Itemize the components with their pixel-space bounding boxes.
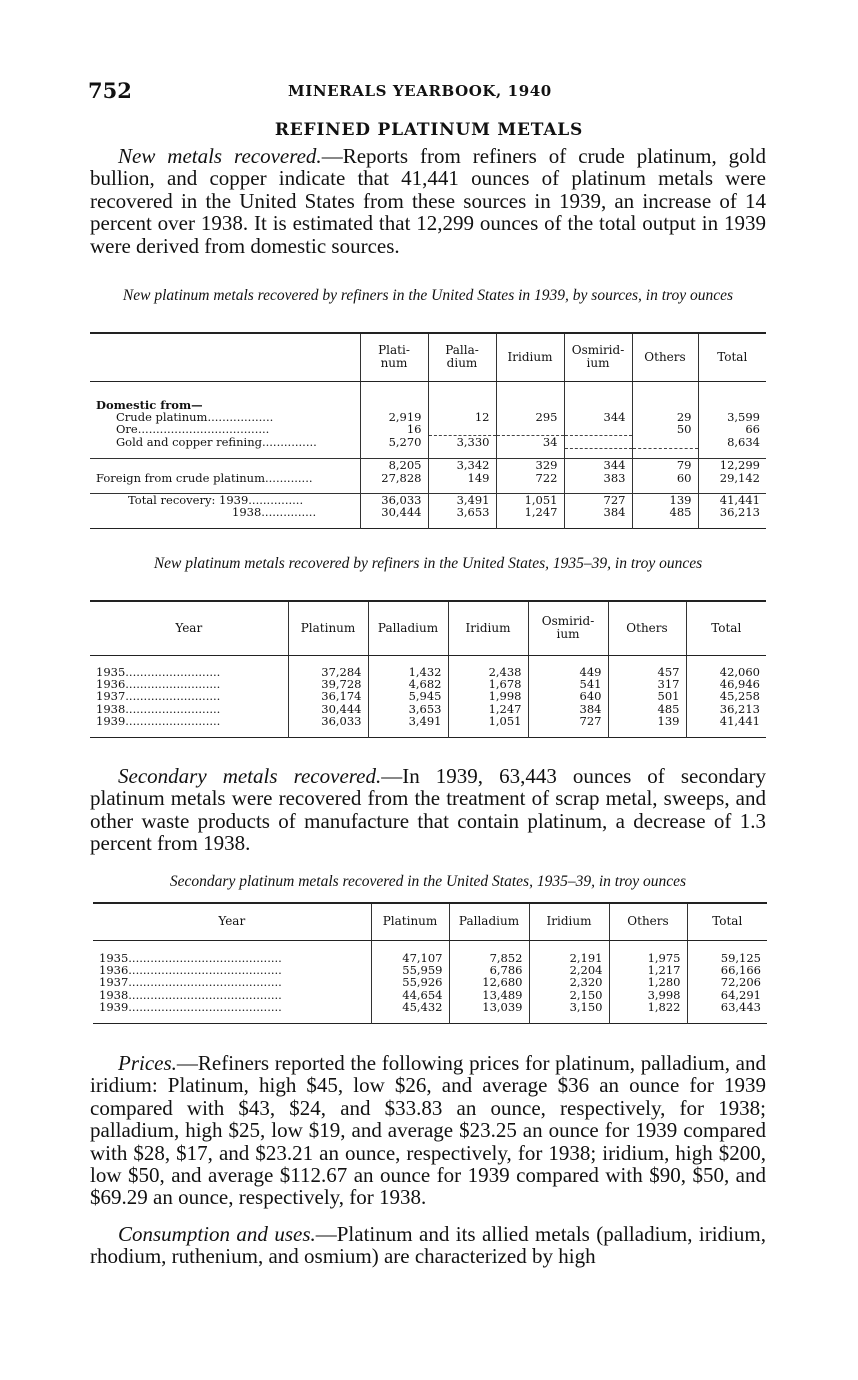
column-header: Platinum [288,601,368,655]
spacer-row [90,728,766,738]
paragraph-lead: Secondary metals recovered. [118,764,382,788]
page-header [88,78,768,106]
cell: 4,682 [368,678,448,690]
cell: 29,142 [698,472,766,484]
cell: 12,299 [698,459,766,472]
column-header: Palladium [449,903,529,940]
cell: 36,033 [360,493,428,506]
cell: 42,060 [686,666,766,678]
table-new-1935-39 [90,600,766,738]
row-label: Ore.................................... [116,422,270,437]
cell: 139 [632,493,698,506]
column-header: Others [632,333,698,381]
cell: 63,443 [687,1001,767,1013]
cell: 66,166 [687,964,767,976]
column-header: Year [90,601,288,655]
paragraph-lead: Prices. [118,1051,177,1075]
column-header: Iridium [448,601,528,655]
cell: 1,998 [448,690,528,702]
paragraph-lead: New metals recovered. [118,144,322,168]
row-label: Crude platinum.................. [116,409,274,424]
cell: 5,270 [360,436,428,449]
cell: 5,945 [368,690,448,702]
year-label: 1936.......................................... [99,962,282,977]
cell: 3,342 [428,459,496,472]
cell: 3,491 [368,715,448,727]
column-header: Osmirid- ium [564,333,632,381]
cell: 2,438 [448,666,528,678]
cell: 344 [564,459,632,472]
cell: 317 [608,678,686,690]
cell: 27,828 [360,472,428,484]
cell [632,436,698,449]
column-header: Palladium [368,601,448,655]
cell: 50 [632,423,698,435]
cell: 6,786 [449,964,529,976]
cell: 501 [608,690,686,702]
cell: 383 [564,472,632,484]
cell: 2,191 [529,952,609,964]
cell: 1,432 [368,666,448,678]
cell: 60 [632,472,698,484]
cell: 384 [564,506,632,518]
table-row [90,472,766,484]
cell: 1,822 [609,1001,687,1013]
cell: 722 [496,472,564,484]
cell: 384 [528,703,608,715]
cell: 3,653 [428,506,496,518]
cell: 47,107 [371,952,449,964]
column-header: Osmirid- ium [528,601,608,655]
cell: 1,051 [496,493,564,506]
cell: 46,946 [686,678,766,690]
cell: 149 [428,472,496,484]
cell: 29 [632,411,698,423]
cell: 2,150 [529,989,609,1001]
cell: 16 [360,423,428,435]
spacer-row [90,519,766,529]
cell: 3,330 [428,436,496,449]
column-header: Total [687,903,767,940]
cell: 329 [496,459,564,472]
spacer-row [90,449,766,459]
row-label: Foreign from crude platinum............. [96,470,313,485]
column-header: Palla- dium [428,333,496,381]
year-label: 1938.......................... [96,701,221,716]
cell: 64,291 [687,989,767,1001]
table-row [90,436,766,449]
cell: 1,678 [448,678,528,690]
year-label: 1936.......................... [96,676,221,691]
cell: 2,919 [360,411,428,423]
cell: 3,998 [609,989,687,1001]
cell: 457 [608,666,686,678]
year-label: 1937.......................... [96,689,221,704]
cell: 541 [528,678,608,690]
cell: 485 [632,506,698,518]
cell: 59,125 [687,952,767,964]
cell: 2,204 [529,964,609,976]
cell: 37,284 [288,666,368,678]
cell: 295 [496,411,564,423]
table-header-row [90,601,766,655]
cell: 36,213 [686,703,766,715]
table-row [93,1001,767,1013]
column-header [90,333,360,381]
cell: 3,599 [698,411,766,423]
cell: 3,653 [368,703,448,715]
paragraph-consumption [90,1223,766,1268]
cell: 39,728 [288,678,368,690]
cell: 449 [528,666,608,678]
table-secondary-1935-39 [93,902,767,1024]
cell: 12,680 [449,976,529,988]
column-header: Total [698,333,766,381]
group-label: Domestic from— [96,397,203,412]
cell: 44,654 [371,989,449,1001]
cell: 13,489 [449,989,529,1001]
cell: 72,206 [687,976,767,988]
year-label: 1939.......................... [96,714,221,729]
cell: 79 [632,459,698,472]
cell [496,423,564,435]
cell: 3,150 [529,1001,609,1013]
cell: 344 [564,411,632,423]
year-label: 1939.......................................... [99,1000,282,1015]
cell: 640 [528,690,608,702]
cell: 139 [608,715,686,727]
cell: 2,320 [529,976,609,988]
cell: 45,432 [371,1001,449,1013]
table-header-row [90,333,766,381]
row-label: Total recovery: 1939............... [128,492,304,507]
table2-caption: New platinum metals recovered by refiners in the United States, 1935–39, in troy ounces [153,555,703,572]
running-title: MINERALS YEARBOOK, 1940 [288,82,552,100]
table-row-total [90,493,766,506]
cell: 66 [698,423,766,435]
spacer-row [90,381,766,399]
cell: 727 [564,493,632,506]
column-header: Others [609,903,687,940]
column-header: Plati- num [360,333,428,381]
year-label: 1935.......................... [96,664,221,679]
table-row-total [90,506,766,518]
paragraph-text: —Platinum and its allied metals (palladium, iridium, rhodium, ruthenium, and osmium) are characterized by high [90,1222,766,1269]
column-header: Platinum [371,903,449,940]
cell [428,423,496,435]
table-sources-1939 [90,332,766,529]
cell: 727 [528,715,608,727]
spacer-row [93,1014,767,1024]
paragraph-lead: Consumption and uses. [118,1222,316,1246]
column-header: Iridium [529,903,609,940]
cell: 12 [428,411,496,423]
column-header: Others [608,601,686,655]
cell: 55,959 [371,964,449,976]
year-label: 1935.......................................... [99,950,282,965]
cell [564,436,632,449]
column-header: Iridium [496,333,564,381]
row-label: 1938............... [232,505,317,520]
table3-caption: Secondary platinum metals recovered in the United States, 1935–39, in troy ounces [169,873,687,890]
cell: 41,441 [686,715,766,727]
paragraph-text: —Reports from refiners of crude platinum, gold bullion, and copper indicate that 41,441 ounces of platinum metals were recovered in the United States from these sources in 1939, an increase of 14 percent over 1938. It is estimated that 12,299 ounces of the total output in 1939 were derived from domestic sources. [90,144,766,258]
cell: 13,039 [449,1001,529,1013]
cell: 8,634 [698,436,766,449]
cell: 485 [608,703,686,715]
cell: 30,444 [360,506,428,518]
cell: 36,174 [288,690,368,702]
cell: 55,926 [371,976,449,988]
cell: 7,852 [449,952,529,964]
paragraph-secondary-metals [90,765,766,855]
cell: 36,213 [698,506,766,518]
cell: 1,051 [448,715,528,727]
table-row [90,715,766,727]
table-header-row [93,903,767,940]
row-label: Gold and copper refining............... [116,434,317,449]
section-title: REFINED PLATINUM METALS [274,120,584,140]
paragraph-text: —In 1939, 63,443 ounces of secondary platinum metals were recovered from the treatment of scrap metal, sweeps, and other waste products of manufacture that contain platinum, a decrease of 1.3 percent from 1938. [90,764,766,856]
cell: 1,247 [448,703,528,715]
cell: 1,280 [609,976,687,988]
paragraph-text: —Refiners reported the following prices for platinum, palladium, and iridium: Platinum, high $45, low $26, and average $36 an ounce for 1939 compared with $43, $24, and $33.83 an ounce, respectively, for 1938; palladium, high $25, low $19, and average $23.25 an ounce for 1939 compared with $28, $17, and $23.21 an ounce, respectively, for 1938; iridium, high $200, low $50, and average $112.67 an ounce for 1939 compared with $90, $50, and $69.29 an ounce, respectively, for 1938. [90,1051,766,1210]
year-label: 1937.......................................... [99,975,282,990]
cell: 1,247 [496,506,564,518]
cell: 45,258 [686,690,766,702]
column-header: Year [93,903,371,940]
cell: 1,975 [609,952,687,964]
cell: 41,441 [698,493,766,506]
cell: 34 [496,436,564,449]
cell [564,423,632,435]
table1-caption: New platinum metals recovered by refiners in the United States in 1939, by sources, in troy ounces [122,287,734,304]
cell: 36,033 [288,715,368,727]
page-number: 752 [88,78,132,103]
year-label: 1938.......................................... [99,987,282,1002]
cell: 1,217 [609,964,687,976]
cell: 30,444 [288,703,368,715]
cell: 3,491 [428,493,496,506]
paragraph-new-metals [90,145,766,257]
paragraph-prices [90,1052,766,1209]
column-header: Total [686,601,766,655]
cell: 8,205 [360,459,428,472]
